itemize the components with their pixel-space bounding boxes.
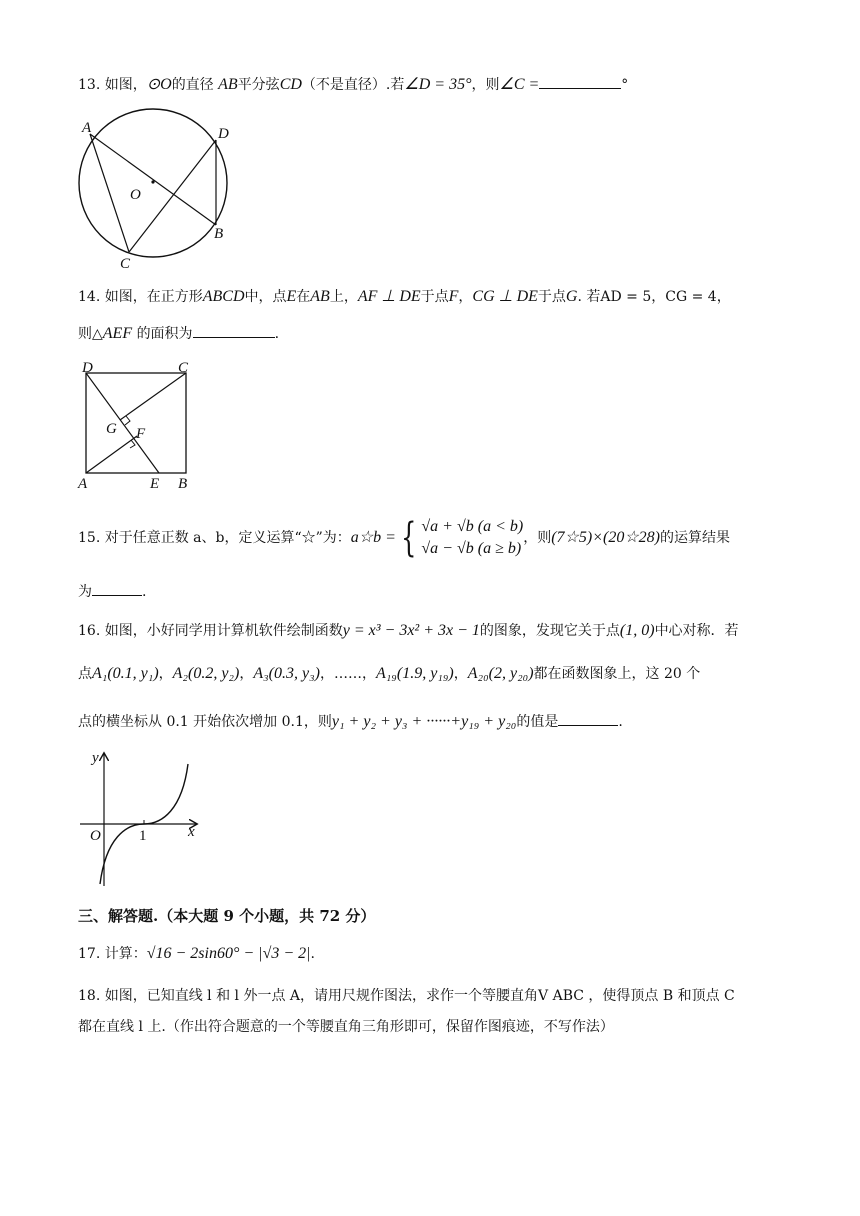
q15-cases: √a + √b (a < b) √a − √b (a ≥ b) xyxy=(421,518,524,557)
cases-brace: { xyxy=(401,515,417,561)
q18-line2: 都在直线 l 上.（作出符合题意的一个等腰直角三角形即可，保留作图痕迹，不写作法） xyxy=(78,1019,614,1035)
q15-line2: 为 . xyxy=(78,581,146,602)
q15-line1: 15. 对于任意正数 a、b，定义运算“☆”为：a☆b = { √a + √b (a < b) √a − √b (a ≥ b)，则(7☆5)×(20☆28)的运算结果 xyxy=(78,515,730,561)
q14-line2: 则△AEF 的面积为 . xyxy=(78,325,280,342)
q14-line1: 14. 如图，在正方形ABCD中，点E在AB上，AF ⊥ DE于点F，CG ⊥ DE于点G. 若AD = 5，CG = 4， xyxy=(78,288,731,305)
label-C: C xyxy=(120,256,131,272)
section-heading: 三、解答题.（本大题 9 个小题，共 72 分） xyxy=(78,907,376,925)
label-D: D xyxy=(218,126,229,142)
answer-blank xyxy=(539,74,621,89)
label-G: G xyxy=(106,421,117,437)
q16-graph-figure xyxy=(76,748,206,888)
answer-blank xyxy=(193,323,275,338)
answer-blank xyxy=(558,711,618,726)
answer-blank xyxy=(92,581,142,596)
label-O: O xyxy=(90,828,101,844)
label-F: F xyxy=(136,426,146,442)
label-D: D xyxy=(82,360,93,376)
q14-square-figure xyxy=(76,358,206,493)
q13-text: 13. 如图，⊙O的直径 AB平分弦CD（不是直径）.若∠D = 35°，则∠C = ° xyxy=(78,76,629,93)
q16-line1: 16. 如图，小好同学用计算机软件绘制函数y = x³ − 3x² + 3x − 1的图象，发现它关于点(1, 0)中心对称．若 xyxy=(78,622,739,639)
label-A: A xyxy=(82,120,92,136)
label-B: B xyxy=(178,476,188,492)
label-O: O xyxy=(130,187,141,203)
label-x: x xyxy=(188,824,195,840)
q18-line1: 18. 如图，已知直线 l 和 l 外一点 A，请用尺规作图法，求作一个等腰直角V ABC ，使得顶点 B 和顶点 C xyxy=(78,988,735,1004)
label-E: E xyxy=(150,476,160,492)
label-one: 1 xyxy=(139,828,147,844)
label-B: B xyxy=(214,226,224,242)
q16-line3: 点的横坐标从 0.1 开始依次增加 0.1，则y₁ + y₂ + y₃ + ······+y₁₉ + y₂₀的值是 . xyxy=(78,713,623,730)
q16-line2: 点A₁(0.1, y₁)，A₂(0.2, y₂)，A₃(0.3, y₃)，……，A₁₉(1.9, y₁₉)，A₂₀(2, y₂₀)都在函数图象上，这 20 个 xyxy=(78,665,701,682)
q13-circle-figure xyxy=(72,120,242,275)
label-C: C xyxy=(178,360,189,376)
label-A: A xyxy=(78,476,88,492)
q17-text: 17. 计算：√16 − 2sin60° − |√3 − 2|. xyxy=(78,945,315,962)
label-y: y xyxy=(92,750,99,766)
